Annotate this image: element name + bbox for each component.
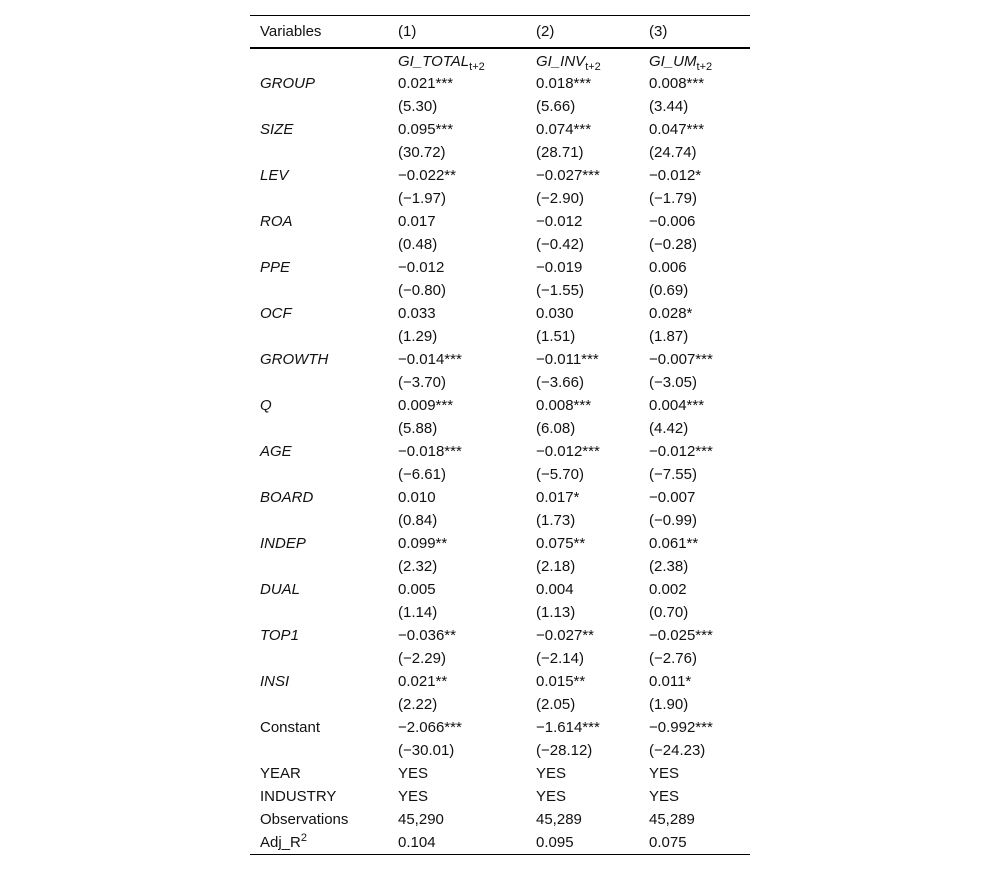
- t-statistic-cell: (3.44): [649, 98, 689, 115]
- coefficient-row: [250, 118, 750, 141]
- regression-table-container: [250, 15, 750, 855]
- variable-name: PPE: [260, 259, 291, 276]
- t-statistic-row: [250, 279, 750, 302]
- coefficient-cell: −2.066***: [398, 719, 462, 736]
- t-stat-blank-cell: [250, 509, 388, 532]
- t-stat-blank-cell: [250, 371, 388, 394]
- coefficient-cell: −0.012***: [649, 443, 713, 460]
- t-statistic-row: [250, 417, 750, 440]
- t-statistic-row: [250, 555, 750, 578]
- t-stat-blank-cell: [250, 555, 388, 578]
- t-statistic-cell: (−5.70): [536, 466, 584, 483]
- coefficient-cell: −0.007: [649, 489, 696, 506]
- t-statistic-cell: (1.29): [398, 328, 438, 345]
- coefficient-cell: −0.011***: [536, 351, 599, 368]
- footer-value: YES: [398, 765, 429, 782]
- t-statistic-cell: (0.84): [398, 512, 438, 529]
- coefficient-row: [250, 164, 750, 187]
- dependent-var-2-base: GI_INV: [536, 53, 586, 70]
- coefficient-row: [250, 624, 750, 647]
- coefficient-cell: 0.061**: [649, 535, 699, 552]
- variable-name: DUAL: [260, 581, 301, 598]
- t-stat-blank-cell: [250, 739, 388, 762]
- dependent-var-1-base: GI_TOTAL: [398, 53, 470, 70]
- dependent-var-2: [526, 48, 639, 72]
- coefficient-cell: 0.047***: [649, 121, 705, 138]
- footer-label: YEAR: [260, 765, 301, 782]
- t-statistic-cell: (−1.55): [536, 282, 584, 299]
- t-statistic-cell: (4.42): [649, 420, 689, 437]
- coefficient-row: [250, 578, 750, 601]
- t-statistic-cell: (−2.76): [649, 650, 697, 667]
- dependent-var-1-sub: t+2: [469, 61, 485, 73]
- coefficient-cell: 0.099**: [398, 535, 448, 552]
- footer-row: [250, 762, 750, 785]
- variable-name: INSI: [260, 673, 290, 690]
- t-statistic-row: [250, 693, 750, 716]
- coefficient-row: [250, 670, 750, 693]
- header-col-1: (1): [388, 16, 526, 49]
- table-header-row: [250, 16, 750, 49]
- regression-table: [250, 15, 750, 855]
- dependent-var-1: [388, 48, 526, 72]
- coefficient-cell: 0.009***: [398, 397, 454, 414]
- t-statistic-cell: (1.13): [536, 604, 576, 621]
- coefficient-row: [250, 440, 750, 463]
- footer-row: [250, 785, 750, 808]
- coefficient-cell: 0.021**: [398, 673, 448, 690]
- t-statistic-row: [250, 141, 750, 164]
- footer-value: 45,290: [398, 811, 444, 828]
- t-statistic-row: [250, 601, 750, 624]
- t-stat-blank-cell: [250, 463, 388, 486]
- t-statistic-row: [250, 739, 750, 762]
- t-statistic-row: [250, 647, 750, 670]
- t-statistic-cell: (−0.42): [536, 236, 584, 253]
- adj-r2-value: 0.075: [639, 831, 750, 855]
- t-statistic-cell: (0.70): [649, 604, 689, 621]
- coefficient-row: [250, 210, 750, 233]
- coefficient-cell: −0.014***: [398, 351, 462, 368]
- t-statistic-cell: (−30.01): [398, 742, 455, 759]
- coefficient-cell: −0.012***: [536, 443, 600, 460]
- t-statistic-cell: (6.08): [536, 420, 576, 437]
- t-stat-blank-cell: [250, 417, 388, 440]
- coefficient-row: [250, 486, 750, 509]
- dependent-var-3-sub: t+2: [696, 61, 713, 73]
- t-statistic-cell: (5.30): [398, 98, 438, 115]
- adj-r2-row: [250, 831, 750, 855]
- t-statistic-cell: (1.90): [649, 696, 689, 713]
- coefficient-cell: −0.018***: [398, 443, 462, 460]
- t-statistic-cell: (2.38): [649, 558, 689, 575]
- variable-name: GROWTH: [260, 351, 329, 368]
- t-statistic-cell: (−24.23): [649, 742, 706, 759]
- coefficient-cell: 0.074***: [536, 121, 592, 138]
- dependent-var-2-sub: t+2: [585, 61, 601, 73]
- t-statistic-cell: (0.69): [649, 282, 689, 299]
- coefficient-row: [250, 394, 750, 417]
- t-statistic-cell: (−2.90): [536, 190, 584, 207]
- coefficient-cell: 0.018***: [536, 75, 592, 92]
- coefficient-cell: −0.006: [649, 213, 696, 230]
- coefficient-cell: −0.012*: [649, 167, 702, 184]
- t-statistic-cell: (−0.28): [649, 236, 697, 253]
- t-statistic-cell: (−7.55): [649, 466, 697, 483]
- coefficient-cell: 0.004: [536, 581, 574, 598]
- t-statistic-cell: (−0.99): [649, 512, 697, 529]
- coefficient-cell: −0.007***: [649, 351, 713, 368]
- dependent-var-3-base: GI_UM: [649, 53, 697, 70]
- coefficient-cell: −0.027***: [536, 167, 600, 184]
- t-statistic-cell: (−0.80): [398, 282, 446, 299]
- footer-value: YES: [398, 788, 429, 805]
- t-statistic-cell: (1.87): [649, 328, 689, 345]
- t-statistic-cell: (−28.12): [536, 742, 593, 759]
- t-stat-blank-cell: [250, 647, 388, 670]
- coefficient-row: [250, 302, 750, 325]
- t-statistic-cell: (5.66): [536, 98, 576, 115]
- coefficient-cell: 0.010: [398, 489, 436, 506]
- footer-label: Observations: [260, 811, 349, 828]
- t-statistic-cell: (5.88): [398, 420, 438, 437]
- t-statistic-cell: (−2.14): [536, 650, 584, 667]
- coefficient-cell: 0.015**: [536, 673, 586, 690]
- coefficient-row: [250, 72, 750, 95]
- t-stat-blank-cell: [250, 187, 388, 210]
- coefficient-cell: 0.030: [536, 305, 574, 322]
- t-statistic-row: [250, 325, 750, 348]
- t-statistic-cell: (−2.29): [398, 650, 446, 667]
- dependent-blank-cell: [250, 48, 388, 72]
- variable-name: Q: [260, 397, 272, 414]
- coefficient-cell: −0.012: [536, 213, 583, 230]
- header-variables: Variables: [250, 16, 388, 49]
- t-statistic-cell: (30.72): [398, 144, 446, 161]
- coefficient-cell: −1.614***: [536, 719, 600, 736]
- t-statistic-row: [250, 463, 750, 486]
- coefficient-cell: 0.095***: [398, 121, 454, 138]
- coefficient-cell: −0.992***: [649, 719, 713, 736]
- adj-r2-base: Adj_R: [260, 834, 301, 851]
- t-statistic-cell: (1.51): [536, 328, 576, 345]
- t-statistic-cell: (−3.66): [536, 374, 584, 391]
- t-statistic-row: [250, 95, 750, 118]
- t-statistic-cell: (24.74): [649, 144, 697, 161]
- footer-label: INDUSTRY: [260, 788, 337, 805]
- coefficient-cell: 0.008***: [536, 397, 592, 414]
- coefficient-cell: 0.017*: [536, 489, 580, 506]
- t-statistic-cell: (28.71): [536, 144, 584, 161]
- coefficient-cell: −0.027**: [536, 627, 594, 644]
- coefficient-cell: 0.002: [649, 581, 687, 598]
- coefficient-cell: 0.021***: [398, 75, 454, 92]
- variable-name: INDEP: [260, 535, 306, 552]
- t-statistic-cell: (1.73): [536, 512, 576, 529]
- adj-r2-value: 0.104: [388, 831, 526, 855]
- footer-value: YES: [536, 765, 567, 782]
- coefficient-cell: −0.025***: [649, 627, 713, 644]
- header-col-2: (2): [526, 16, 639, 49]
- t-stat-blank-cell: [250, 601, 388, 624]
- variable-name: GROUP: [260, 75, 316, 92]
- t-statistic-row: [250, 509, 750, 532]
- dependent-variable-row: [250, 48, 750, 72]
- variable-name: OCF: [260, 305, 292, 322]
- footer-value: YES: [536, 788, 567, 805]
- t-stat-blank-cell: [250, 693, 388, 716]
- t-statistic-cell: (−3.70): [398, 374, 446, 391]
- variable-name: ROA: [260, 213, 293, 230]
- variable-name: LEV: [260, 167, 289, 184]
- t-statistic-cell: (−1.97): [398, 190, 446, 207]
- variable-name: SIZE: [260, 121, 294, 138]
- coefficient-cell: 0.075**: [536, 535, 586, 552]
- t-statistic-cell: (−3.05): [649, 374, 697, 391]
- t-statistic-cell: (2.22): [398, 696, 438, 713]
- t-statistic-cell: (−1.79): [649, 190, 697, 207]
- variable-name: Constant: [260, 719, 321, 736]
- t-stat-blank-cell: [250, 95, 388, 118]
- variable-name: TOP1: [260, 627, 299, 644]
- footer-value: YES: [649, 765, 680, 782]
- header-col-3: (3): [639, 16, 750, 49]
- t-stat-blank-cell: [250, 279, 388, 302]
- t-statistic-cell: (2.05): [536, 696, 576, 713]
- t-statistic-row: [250, 233, 750, 256]
- dependent-var-3: [639, 48, 750, 72]
- variable-name: BOARD: [260, 489, 314, 506]
- coefficient-cell: 0.005: [398, 581, 436, 598]
- coefficient-cell: −0.019: [536, 259, 583, 276]
- coefficient-row: [250, 256, 750, 279]
- adj-r2-value: 0.095: [526, 831, 639, 855]
- footer-value: 45,289: [536, 811, 582, 828]
- footer-value: 45,289: [649, 811, 695, 828]
- t-statistic-cell: (0.48): [398, 236, 438, 253]
- coefficient-cell: −0.022**: [398, 167, 456, 184]
- t-statistic-cell: (−6.61): [398, 466, 446, 483]
- t-statistic-cell: (2.18): [536, 558, 576, 575]
- footer-row: [250, 808, 750, 831]
- coefficient-cell: −0.012: [398, 259, 445, 276]
- t-statistic-cell: (2.32): [398, 558, 438, 575]
- coefficient-cell: 0.004***: [649, 397, 705, 414]
- t-stat-blank-cell: [250, 325, 388, 348]
- t-stat-blank-cell: [250, 141, 388, 164]
- coefficient-cell: 0.008***: [649, 75, 705, 92]
- t-statistic-row: [250, 371, 750, 394]
- coefficient-cell: 0.017: [398, 213, 436, 230]
- coefficient-cell: 0.006: [649, 259, 687, 276]
- coefficient-cell: 0.028*: [649, 305, 693, 322]
- table-body: [250, 48, 750, 855]
- adj-r2-sup: 2: [300, 832, 307, 844]
- variable-name: AGE: [260, 443, 292, 460]
- coefficient-cell: 0.011*: [649, 673, 692, 690]
- coefficient-cell: 0.033: [398, 305, 436, 322]
- coefficient-cell: −0.036**: [398, 627, 456, 644]
- coefficient-row: [250, 348, 750, 371]
- footer-value: YES: [649, 788, 680, 805]
- t-statistic-row: [250, 187, 750, 210]
- coefficient-row: [250, 532, 750, 555]
- t-stat-blank-cell: [250, 233, 388, 256]
- t-statistic-cell: (1.14): [398, 604, 438, 621]
- adj-r2-label: [250, 831, 388, 855]
- coefficient-row: [250, 716, 750, 739]
